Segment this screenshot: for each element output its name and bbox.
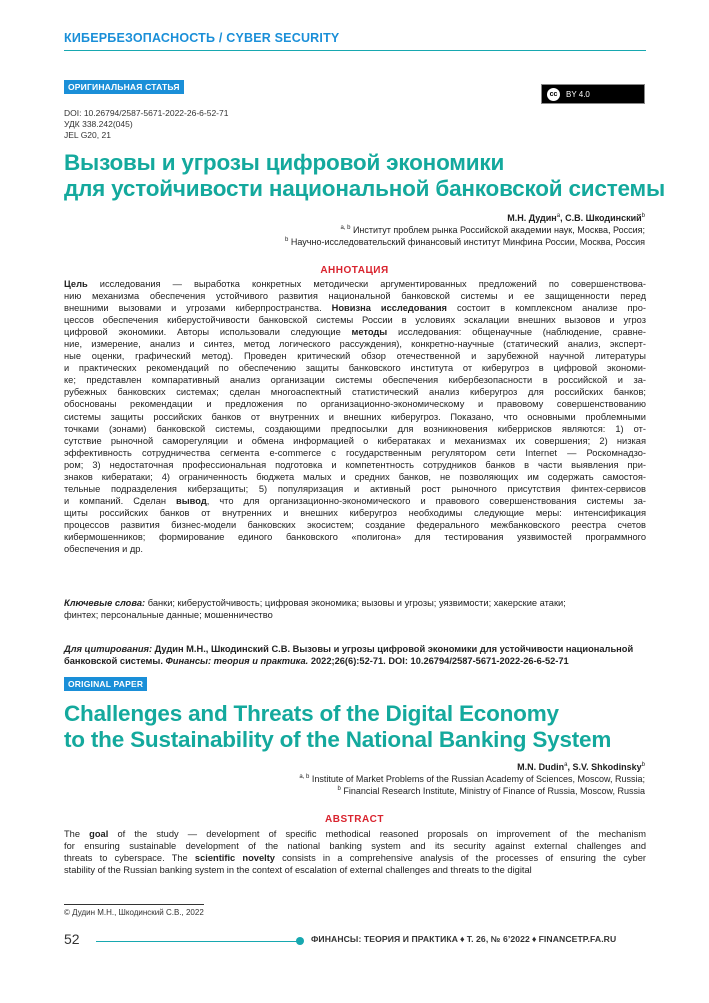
emphasis-term: вывод (176, 495, 207, 506)
text-run: цессов обеспечения киберустойчивости банковской системы России в условиях эскалации внешних вызовов и угроз (64, 315, 646, 326)
text-run: исследования — выработка конкретных методически аргументированных предложений по совершенствова- (87, 279, 646, 289)
abstract-ru-line (64, 507, 646, 519)
diamond-icon: ♦ (460, 934, 465, 944)
abstract-ru-line (64, 374, 646, 386)
affiliation-2-en (299, 785, 645, 797)
affil-2-en-text: Financial Research Institute, Ministry of Finance of Russia, Moscow, Russia (340, 786, 645, 796)
udk: УДК 338.242(045) (64, 119, 133, 129)
running-footer (311, 934, 616, 944)
citation-journal: Финансы: теория и практика. (165, 656, 309, 667)
keywords-ru (64, 597, 646, 621)
text-run: щиты российских банков от внутренних и внешних киберугроз необходимы следующие меры: интенсификация (64, 507, 646, 518)
author-1: М.Н. Дудин (507, 213, 557, 223)
abstract-ru-line (64, 459, 646, 471)
abstract-heading-ru: АННОТАЦИЯ (320, 265, 389, 276)
affil-1-en-text: Institute of Market Problems of the Russian Academy of Sciences, Moscow, Russia; (309, 774, 645, 784)
text-run: threats to cyberspace. The (64, 853, 195, 864)
article-title-en (64, 701, 611, 753)
emphasis-term: Цель (64, 279, 88, 289)
citation-text-1: Дудин М.Н., Шкодинский С.В. Вызовы и угрозы цифровой экономики для устойчивости национальной (152, 644, 634, 654)
section-heading: КИБЕРБЕЗОПАСНОСТЬ / CYBER SECURITY (64, 31, 340, 45)
emphasis-term: Новизна исследования (331, 303, 447, 314)
article-type-badge-en: ORIGINAL PAPER (64, 677, 147, 691)
affil-1-en-sup: a, b (299, 774, 310, 780)
title-ru-line-2: для устойчивости национальной банковской системы (64, 176, 666, 201)
issue-info: Т. 26, № 6’2022 (466, 934, 530, 944)
section-divider (64, 50, 646, 51)
text-run: ке; представлен компаративный анализ организации системы обеспечения кибербезопасности в российской и за- (64, 375, 646, 386)
abstract-ru-line (64, 278, 646, 290)
text-run: обоснованы рекомендации и предложения по организационно-экономическому и правовому совершенствованию (64, 399, 646, 410)
citation-ref: 2022;26(6):52-71. DOI: 10.26794/2587-5671-2022-26-6-52-71 (308, 656, 569, 667)
emphasis-term: scientific novelty (194, 853, 275, 864)
keywords-line-1: банки; киберустойчивость; цифровая экономика; вызовы и угрозы; уязвимости; хакерские атаки; (145, 598, 566, 608)
text-run: ные оценки, графический метод). Проведен критический обзор отечественной и зарубежной научной литературы (64, 351, 646, 362)
text-run: тельные подразделения киберзащиты; 5) популяризация и активный рост рыночного присутствия финтех-сервисов (64, 483, 646, 494)
author-1-sup: a (556, 213, 561, 219)
abstract-ru-line (64, 398, 646, 410)
author-separator-en: , (567, 762, 573, 772)
abstract-ru-line (64, 495, 646, 507)
abstract-ru-line (64, 290, 646, 302)
abstract-en-line (64, 864, 646, 876)
author-names-ru (285, 212, 645, 224)
title-en-line-2: to the Sustainability of the National Banking System (64, 727, 612, 752)
author-2-sup: b (641, 213, 645, 219)
emphasis-term: goal (89, 829, 109, 839)
abstract-ru-line (64, 531, 646, 543)
text-run: обеспечения и др. (64, 544, 144, 555)
author-1-en: M.N. Dudin (517, 762, 565, 772)
page-number: 52 (64, 931, 80, 947)
doi[interactable]: DOI: 10.26794/2587-5671-2022-26-6-52-71 (64, 108, 229, 118)
article-title-ru (64, 150, 665, 202)
text-run: ние, измерение, анализ и синтез, метод логического рассуждения), конкретно-научные (статический анализ, эксперт- (64, 339, 646, 350)
text-run: consists in a comprehensive analysis of the processes of ensuring the cyber (274, 853, 646, 864)
abstract-body-en (64, 828, 646, 876)
copyright-note: © Дудин М.Н., Шкодинский С.В., 2022 (64, 908, 204, 917)
text-run: состоит в комплексном анализе про- (446, 303, 646, 314)
cc-icon: cc (546, 87, 561, 102)
citation-ru (64, 643, 646, 668)
author-2-en-sup: b (641, 762, 645, 768)
keywords-line-2: финтех; персональные данные; мошенничество (64, 610, 273, 621)
affil-1-text: Институт проблем рынка Российской академии наук, Москва, Россия; (350, 225, 645, 235)
affil-1-sup: a, b (340, 225, 351, 231)
title-en-line-1: Challenges and Threats of the Digital Economy (64, 701, 559, 726)
article-meta (64, 108, 228, 141)
abstract-ru-line (64, 338, 646, 350)
text-run: внешними вызовами и угрозами киберпространства. (64, 303, 332, 314)
abstract-en-line (64, 840, 646, 852)
text-run: The (64, 829, 90, 839)
abstract-ru-line (64, 483, 646, 495)
abstract-ru-line (64, 423, 646, 435)
author-separator: , (560, 213, 566, 223)
abstract-ru-line (64, 411, 646, 423)
text-run: эффективность сотрудничества сегмента e-commerce с государственным регулятором сети Internet — Роскомнадзо- (64, 447, 646, 458)
footer-rule (96, 941, 298, 942)
footnote-divider (64, 904, 204, 905)
license-label: BY 4.0 (566, 89, 590, 99)
keywords-label: Ключевые слова: (64, 598, 146, 608)
abstract-ru-line (64, 447, 646, 459)
abstract-en-line (64, 852, 646, 864)
text-run: of the study — development of specific methodical reasoned proposals on improvement of the mechanism (108, 829, 646, 839)
abstract-ru-line (64, 326, 646, 338)
abstract-ru-line (64, 386, 646, 398)
title-ru-line-1: Вызовы и угрозы цифровой экономики (64, 150, 505, 175)
journal-site[interactable]: FINANCETP.FA.RU (538, 934, 617, 944)
citation-text-2: банковской системы. (64, 656, 166, 667)
text-run: точками (зонами) банковской системы, создающими предпосылки для возникновения киберрисков являются: 1) от- (64, 423, 646, 434)
text-run: цифровой экономики. Авторы использовали следующие (64, 327, 352, 338)
text-run: исследования: общенаучные (наблюдение, сравне- (387, 327, 646, 338)
license-badge[interactable] (542, 85, 644, 103)
text-run: и практических рекомендаций по обеспечению защиты банковского института от киберугроз в цифровой экономи- (64, 363, 646, 374)
author-2-en: S.V. Shkodinsky (572, 762, 642, 772)
text-run: и компаний. Сделан (64, 495, 177, 506)
text-run: процессов развития бизнес-модели банковских экосистем; создание федерального межбанковского реестра счетов (64, 519, 646, 530)
author-names-en (299, 761, 645, 773)
citation-label: Для цитирования: (64, 644, 153, 654)
affiliation-2-ru (285, 236, 645, 248)
authors-ru (285, 212, 645, 248)
abstract-heading-en: ABSTRACT (325, 814, 384, 825)
text-run: stability of the Russian banking system in the context of escalation of external challenges and threats to the digital (64, 865, 532, 876)
author-2: С.В. Шкодинский (565, 213, 642, 223)
text-run: , что для организационно-экономического и правового совершенствования системы за- (206, 495, 646, 506)
text-run: for ensuring sustainable development of the national banking system and its security against external challenges and (64, 841, 646, 852)
author-1-en-sup: a (564, 762, 568, 768)
authors-en (299, 761, 645, 797)
abstract-body-ru (64, 278, 646, 555)
abstract-ru-line (64, 519, 646, 531)
affiliation-1-ru (285, 224, 645, 236)
text-run: знаков кибератаки; 4) ограниченность бюджета малых и средних банков, не позволяющих им содержать самостоя- (64, 471, 646, 482)
text-run: ром; 3) недостаточная профессиональная подготовка и компетентность сотрудников банков в части выявления при- (64, 459, 646, 470)
abstract-ru-line (64, 543, 646, 555)
abstract-ru-line (64, 350, 646, 362)
abstract-en-line (64, 828, 646, 840)
jel: JEL G20, 21 (64, 130, 111, 140)
affil-2-sup: b (285, 237, 289, 243)
journal-name: ФИНАНСЫ: ТЕОРИЯ И ПРАКТИКА (311, 934, 458, 944)
text-run: сутствие рыночной саморегуляции и обмена информацией о кибератаках и механизмах их совершения; 2) низкая (64, 435, 646, 446)
affiliation-1-en (299, 773, 645, 785)
affil-2-text: Научно-исследовательский финансовый институт Минфина России, Москва, Россия (288, 237, 645, 247)
emphasis-term: методы (351, 327, 388, 338)
footer-dot-icon (296, 937, 304, 945)
text-run: кибермошенников; формирование единого банковского «полигона» для тестирования уязвимостей программного (64, 531, 646, 542)
abstract-ru-line (64, 471, 646, 483)
diamond-icon: ♦ (531, 934, 537, 944)
affil-2-en-sup: b (337, 786, 341, 792)
text-run: рубежных банковских системах; сделан многоаспектный статистический анализ киберугроз для российских банков; (64, 387, 646, 398)
article-type-badge-ru: ОРИГИНАЛЬНАЯ СТАТЬЯ (64, 80, 184, 94)
abstract-ru-line (64, 362, 646, 374)
abstract-ru-line (64, 314, 646, 326)
abstract-ru-line (64, 435, 646, 447)
text-run: нию механизма обеспечения устойчивого развития национальной банковской системы и ее защищенности перед (64, 291, 646, 302)
text-run: системы защиты российских банков от внутренних и внешних киберугроз. Показано, что основными проблемными (64, 411, 646, 422)
abstract-ru-line (64, 302, 646, 314)
